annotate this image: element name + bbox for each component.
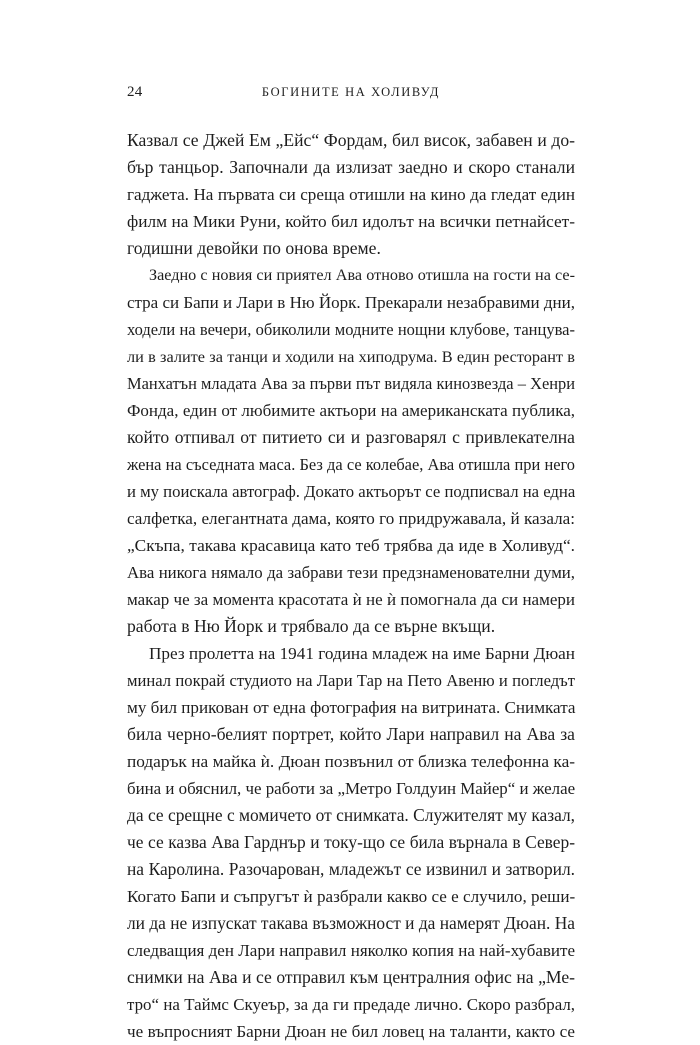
paragraph [127, 640, 575, 1045]
text-line: била черно-белият портрет, който Лари направил на Ава за [127, 724, 575, 744]
text-line: ли в залите за танци и ходили на хиподрума. В един ресторант в [127, 347, 575, 366]
text-line: стра си Бапи и Лари в Ню Йорк. Прекарали незабравими дни, [127, 293, 575, 312]
text-line: подарък на майка ѝ. Дюан позвънил от близка телефонна ка- [127, 752, 575, 771]
text-line: тро“ на Таймс Скуеър, за да ги предаде лично. Скоро разбрал, [127, 995, 575, 1014]
text-line: Казвал се Джей Ем „Ейс“ Фордам, бил висок, забавен и до- [127, 130, 575, 150]
text-line: че въпросният Барни Дюан не бил ловец на таланти, както се [127, 1022, 575, 1041]
text-line: работа в Ню Йорк и трябвало да се върне вкъщи. [127, 616, 496, 636]
text-line: гаджета. На първата си среща отишли на кино да гледат един [127, 185, 575, 204]
text-line: Манхатън младата Ава за първи път видяла кинозвезда – Хенри [127, 374, 575, 393]
paragraph [127, 262, 575, 640]
paragraph [127, 127, 575, 262]
text-line: филм на Мики Руни, който бил идолът на всички петнайсет- [127, 212, 575, 231]
body-text [127, 127, 575, 1045]
text-line: бър танцьор. Започнали да излизат заедно и скоро станали [127, 157, 575, 177]
text-line: „Скъпа, такава красавица като теб трябва да иде в Холивуд“. [127, 536, 575, 555]
text-line: Фонда, един от любимите актьори на американската публика, [127, 401, 575, 420]
running-head [127, 84, 575, 104]
text-line: жена на съседната маса. Без да се колебае, Ава отишла при него [127, 455, 575, 474]
text-line: и му поискала автограф. Докато актьорът се подписвал на една [127, 482, 576, 501]
text-line: салфетка, елегантната дама, която го придружавала, й казала: [127, 509, 575, 528]
text-line: Когато Бапи и съпругът ѝ разбрали какво се е случило, реши- [127, 887, 576, 906]
text-line: следващия ден Лари направил няколко копия на най-хубавите [127, 941, 575, 960]
text-line: годишни девойки по онова време. [127, 238, 381, 258]
text-line: да се срещне с момичето от снимката. Служителят му казал, [127, 805, 575, 825]
text-line: макар че за момента красотата ѝ не ѝ помогнала да си намери [127, 590, 575, 609]
page-number: 24 [127, 84, 143, 100]
text-line: Заедно с новия си приятел Ава отново отишла на гости на се- [149, 266, 575, 284]
running-title: БОГИНИТЕ НА ХОЛИВУД [261, 85, 441, 99]
text-line: снимки на Ава и се отправил към централния офис на „Ме- [127, 967, 575, 987]
text-line: който отпивал от питието си и разговарял с привлекателна [127, 427, 575, 447]
text-line: ходели на вечери, обиколили модните нощни клубове, танцува- [127, 320, 575, 339]
text-line: на Каролина. Разочарован, младежът се извинил и затворил. [127, 859, 575, 879]
text-line: бина и обяснил, че работи за „Метро Голдуин Майер“ и желае [127, 779, 576, 798]
text-line: минал покрай студиото на Лари Тар на Пето Авеню и погледът [127, 671, 575, 690]
text-line: че се казва Ава Гарднър и току-що се била върнала в Север- [127, 832, 575, 852]
text-line: Ава никога нямало да забрави тези предзнаменователни думи, [127, 563, 575, 582]
text-line: ли да не изпускат такава възможност и да намерят Дюан. На [127, 913, 575, 933]
text-line: През пролетта на 1941 година младеж на име Барни Дюан [149, 644, 575, 663]
text-line: му бил прикован от една фотография на витрината. Снимката [127, 698, 576, 717]
